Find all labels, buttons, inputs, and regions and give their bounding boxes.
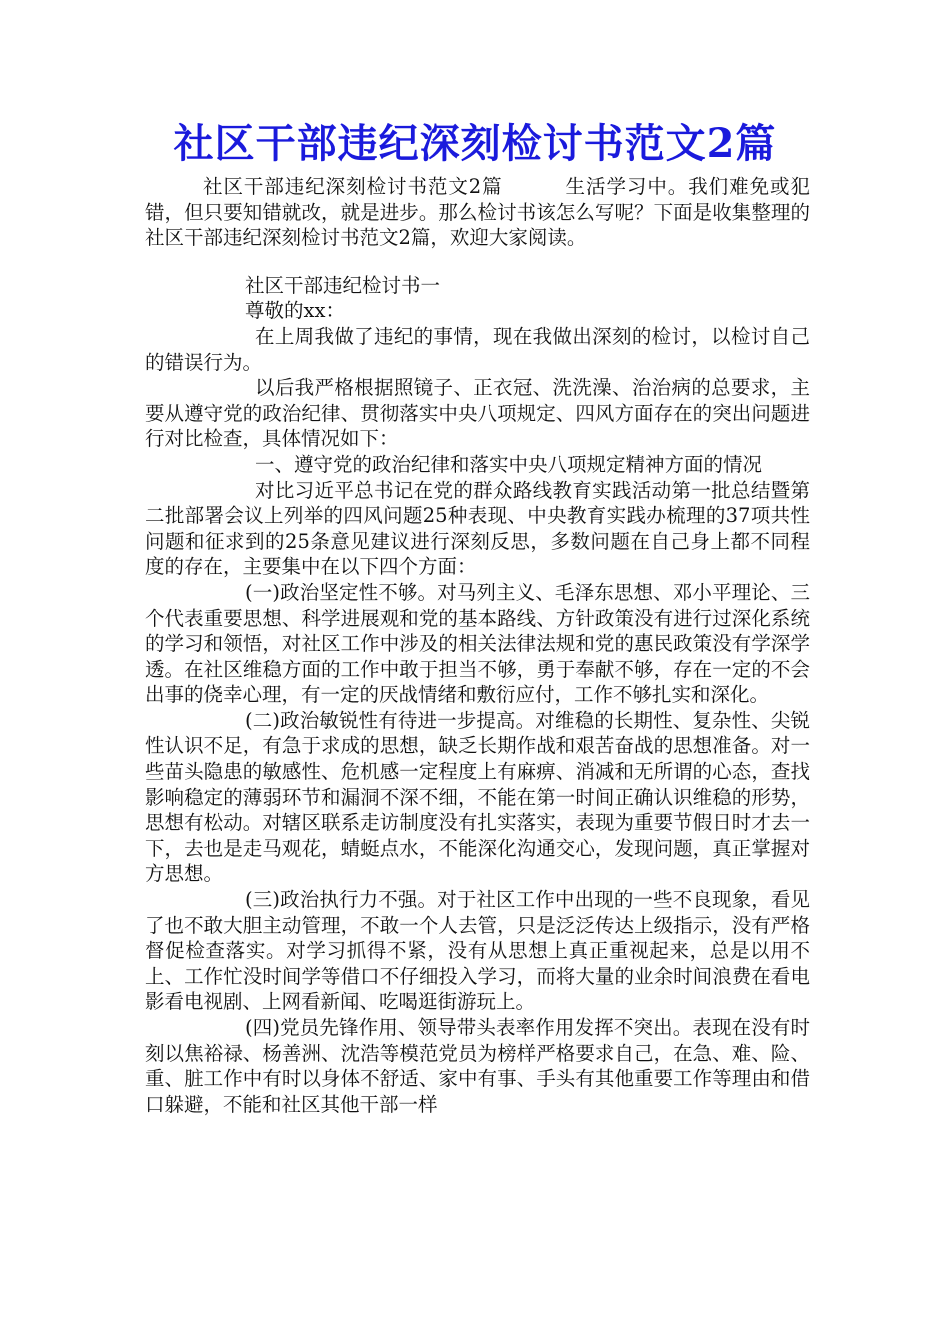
body-paragraph: (三)政治执行力不强。对于社区工作中出现的一些不良现象，看见了也不敢大胆主动管理，不敢一个人去管，只是泛泛传达上级指示，没有严格督促检查落实。对学习抓得不紧，没有从思想上真正重视起来，总是以用不上、工作忙没时间学等借口不仔细投入学习，而将大量的业余时间浪费在看电影看电视剧、上网看新闻、吃喝逛街游玩上。 [145, 888, 810, 1014]
section-heading: 一、遵守党的政治纪律和落实中央八项规定精神方面的情况 [255, 452, 763, 476]
section-title: 社区干部违纪检讨书一 [245, 273, 441, 297]
body-paragraph: (一)政治坚定性不够。对马列主义、毛泽东思想、邓小平理论、三个代表重要思想、科学进展观和党的基本路线、方针政策没有进行过深化系统的学习和领悟，对社区工作中涉及的相关法律法规和党的惠民政策没有学深学透。在社区维稳方面的工作中敢于担当不够，勇于奉献不够，存在一定的不会出事的侥幸心理，有一定的厌战情绪和敷衍应付，工作不够扎实和深化。 [145, 580, 810, 707]
body-paragraph: (四)党员先锋作用、领导带头表率作用发挥不突出。表现在没有时刻以焦裕禄、杨善洲、沈浩等模范党员为榜样严格要求自己，在急、难、险、重、脏工作中有时以身体不舒适、家中有事、手头有其他重要工作等理由和借口躲避，不能和社区其他干部一样 [145, 1016, 810, 1116]
paragraph-spacer [145, 251, 810, 273]
document-body [145, 174, 810, 1117]
body-paragraph: 在上周我做了违纪的事情，现在我做出深刻的检讨，以检讨自己的错误行为。 [145, 324, 810, 374]
document-title: 社区干部违纪深刻检讨书范文2篇 [173, 120, 777, 167]
body-paragraph: 对比习近平总书记在党的群众路线教育实践活动第一批总结暨第二批部署会议上列举的四风问题25种表现、中央教育实践办梳理的37项共性问题和征求到的25条意见建议进行深刻反思，多数问题在自己身上都不同程度的存在，主要集中在以下四个方面： [145, 478, 810, 579]
body-paragraph: 以后我严格根据照镜子、正衣冠、洗洗澡、治治病的总要求，主要从遵守党的政治纪律、贯彻落实中央八项规定、四风方面存在的突出问题进行对比检查，具体情况如下： [145, 376, 810, 451]
intro-paragraph [145, 174, 810, 251]
salutation: 尊敬的xx： [245, 299, 345, 323]
intro-heading: 社区干部违纪深刻检讨书范文2篇 [203, 175, 503, 198]
body-paragraph: (二)政治敏锐性有待进一步提高。对维稳的长期性、复杂性、尖锐性认识不足，有急于求成的思想，缺乏长期作战和艰苦奋战的思想准备。对一些苗头隐患的敏感性、危机感一定程度上有麻痹、消减和无所谓的心态，查找影响稳定的薄弱环节和漏洞不深不细，不能在第一时间正确认识维稳的形势，思想有松动。对辖区联系走访制度没有扎实落实，表现为重要节假日时才去一下，去也是走马观花，蜻蜓点水，不能深化沟通交心，发现问题，真正掌握对方思想。 [145, 708, 810, 886]
intro-text: 生活学习中。我们难免或犯错，但只要知错就改，就是进步。那么检讨书该怎么写呢？下面是收集整理的社区干部违纪深刻检讨书范文2篇，欢迎大家阅读。 [145, 175, 810, 250]
